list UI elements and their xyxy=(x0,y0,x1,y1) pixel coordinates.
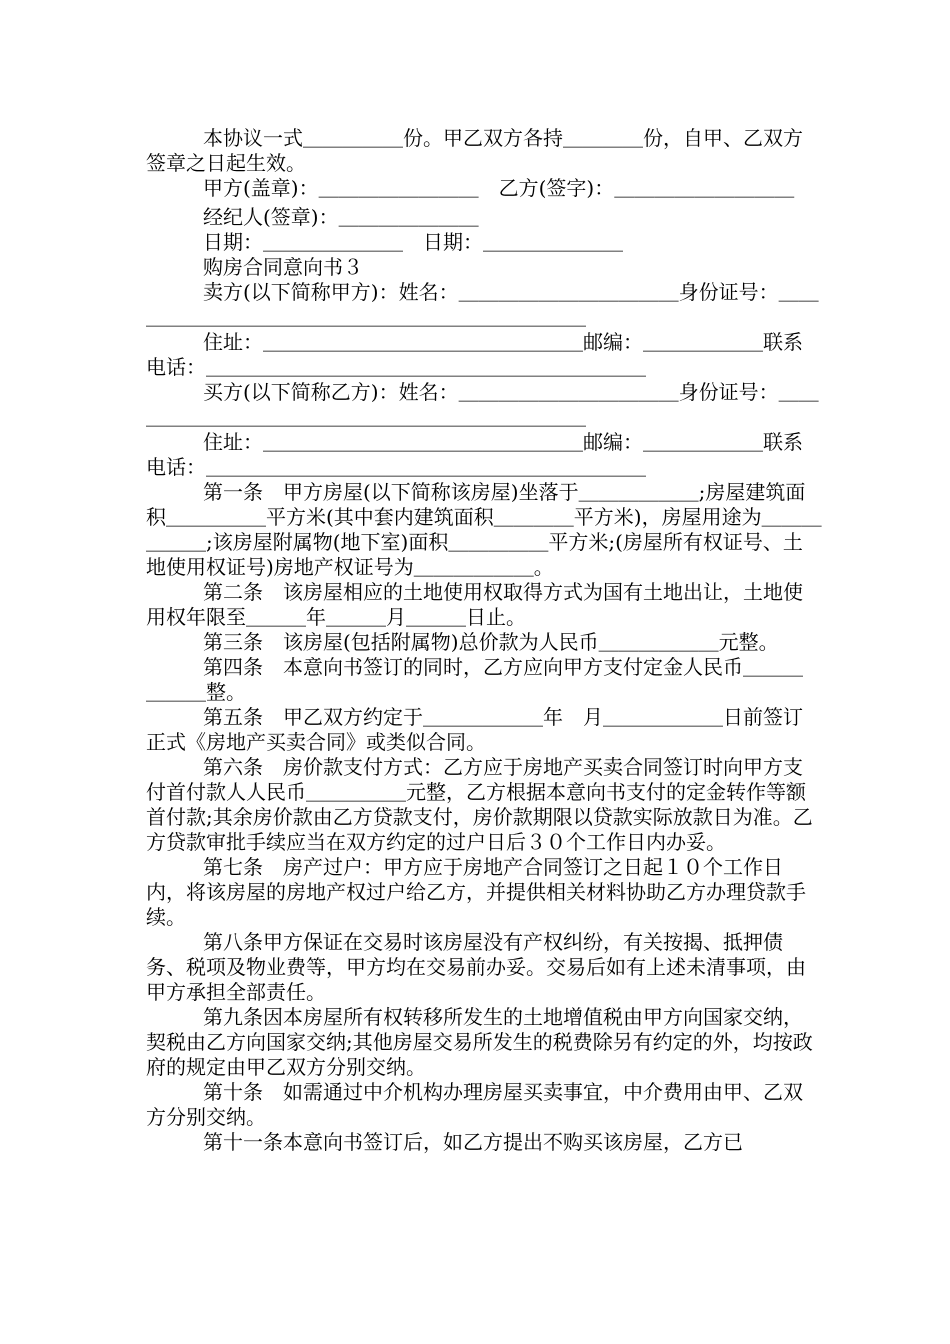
article-1-paragraph: 第一条 甲方房屋(以下简称该房屋)坐落于＿＿＿＿＿＿;房屋建筑面积＿＿＿＿＿平方米(其中套内建筑面积＿＿＿＿平方米)，房屋用途为＿＿＿＿＿＿;该房屋附属物(地下室)面积＿＿＿＿＿平方米;(房屋所有权证号、土地使用权证号)房地产权证号为＿＿＿＿＿＿。 xyxy=(146,480,822,579)
article-8-paragraph: 第八条甲方保证在交易时该房屋没有产权纠纷，有关按揭、抵押债务、税项及物业费等，甲方均在交易前办妥。交易后如有上述未清事项，由甲方承担全部责任。 xyxy=(146,930,806,1004)
signature-agent-line: 经纪人(签章)：＿＿＿＿＿＿＿ xyxy=(203,205,479,229)
signature-dates-line: 日期：＿＿＿＿＿＿＿ 日期：＿＿＿＿＿＿＿ xyxy=(203,230,623,254)
article-10-paragraph: 第十条 如需通过中介机构办理房屋买卖事宜，中介费用由甲、乙双方分别交纳。 xyxy=(146,1080,803,1129)
seller-address-line: 住址：＿＿＿＿＿＿＿＿＿＿＿＿＿＿＿＿邮编：＿＿＿＿＿＿联系电话：＿＿＿＿＿＿＿＿＿＿＿＿＿＿＿＿＿＿＿＿＿＿ xyxy=(146,330,803,379)
article-6-paragraph: 第六条 房价款支付方式：乙方应于房地产买卖合同签订时向甲方支付首付款人人民币＿＿＿＿＿元整，乙方根据本意向书支付的定金转作等额首付款;其余房价款由乙方贷款支付，房价款期限以贷款实际放款日为准。乙方贷款审批手续应当在双方约定的过户日后３０个工作日内办妥。 xyxy=(146,755,813,854)
seller-name-line: 卖方(以下简称甲方)：姓名：＿＿＿＿＿＿＿＿＿＿＿身份证号：＿＿＿＿＿＿＿＿＿＿＿＿＿＿＿＿＿＿＿＿＿＿＿＿ xyxy=(146,280,819,329)
copies-paragraph: 本协议一式＿＿＿＿＿份。甲乙双方各持＿＿＿＿份，自甲、乙双方签章之日起生效。 xyxy=(146,126,803,175)
article-4-paragraph: 第四条 本意向书签订的同时，乙方应向甲方支付定金人民币＿＿＿＿＿＿整。 xyxy=(146,655,803,704)
article-11-paragraph: 第十一条本意向书签订后，如乙方提出不购买该房屋，乙方已 xyxy=(203,1130,743,1154)
section-title: 购房合同意向书３ xyxy=(203,255,363,279)
document-page xyxy=(146,126,822,1155)
article-5-paragraph: 第五条 甲乙双方约定于＿＿＿＿＿＿年 月＿＿＿＿＿＿日前签订正式《房地产买卖合同》或类似合同。 xyxy=(146,705,803,754)
buyer-name-line: 买方(以下简称乙方)：姓名：＿＿＿＿＿＿＿＿＿＿＿身份证号：＿＿＿＿＿＿＿＿＿＿＿＿＿＿＿＿＿＿＿＿＿＿＿＿ xyxy=(146,380,819,429)
article-2-paragraph: 第二条 该房屋相应的土地使用权取得方式为国有土地出让，土地使用权年限至＿＿＿年＿＿＿月＿＿＿日止。 xyxy=(146,580,803,629)
article-3-paragraph: 第三条 该房屋(包括附属物)总价款为人民币＿＿＿＿＿＿元整。 xyxy=(203,630,779,654)
buyer-address-line: 住址：＿＿＿＿＿＿＿＿＿＿＿＿＿＿＿＿邮编：＿＿＿＿＿＿联系电话：＿＿＿＿＿＿＿＿＿＿＿＿＿＿＿＿＿＿＿＿＿＿ xyxy=(146,430,803,479)
signature-parties-line: 甲方(盖章)：＿＿＿＿＿＿＿＿ 乙方(签字)：＿＿＿＿＿＿＿＿＿ xyxy=(203,176,795,200)
article-9-paragraph: 第九条因本房屋所有权转移所发生的土地增值税由甲方向国家交纳，契税由乙方向国家交纳;其他房屋交易所发生的税费除另有约定的外，均按政府的规定由甲乙双方分别交纳。 xyxy=(146,1005,813,1079)
article-7-paragraph: 第七条 房产过户：甲方应于房地产合同签订之日起１０个工作日内，将该房屋的房地产权过户给乙方，并提供相关材料协助乙方办理贷款手续。 xyxy=(146,855,806,929)
